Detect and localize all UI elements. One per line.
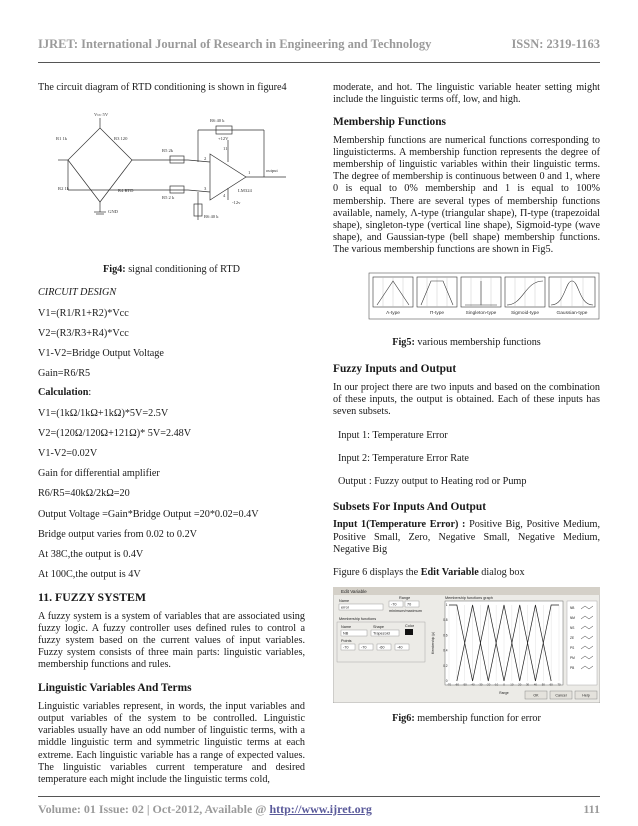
fig4-label-vcc: Vcc 5V xyxy=(94,112,109,118)
journal-title: IJRET: International Journal of Research in Engineering and Technology xyxy=(38,37,432,51)
fig5-membership-functions xyxy=(333,271,600,323)
x-tick-label: 50 xyxy=(541,682,545,687)
y-tick-label: 0.6 xyxy=(443,633,448,638)
input-1: Input 1: Temperature Error xyxy=(338,429,448,441)
linguistic-continued-paragraph: moderate, and hot. The linguistic variable heater setting might include the linguistic terms off, low, and high. xyxy=(333,82,600,106)
fig5-label-singleton: Singleton-type xyxy=(465,310,497,316)
x-tick-label: -10 xyxy=(494,682,499,687)
dialog-ok-label: OK xyxy=(533,693,539,698)
membership-functions-heading: Membership Functions xyxy=(333,116,446,129)
x-tick-label: 0 xyxy=(503,682,505,687)
formula-line: V1-V2=0.02V xyxy=(38,448,98,460)
input1-text: Positive Big, Positive Medium, Positive Small, Zero, Negative Small, Negative Medium, Negative Big xyxy=(333,519,600,555)
fig6-caption-label: Fig6: xyxy=(392,713,415,725)
fig6-caption xyxy=(333,713,600,725)
dialog-mf-label: Membership functions xyxy=(339,617,377,622)
fig4-label-v12: +12V xyxy=(218,136,229,142)
formula-list-1 xyxy=(38,308,305,381)
fuzzy-inputs-heading: Fuzzy Inputs and Output xyxy=(333,362,457,375)
fig5-caption-text: various membership functions xyxy=(414,336,541,348)
x-tick-label: 20 xyxy=(518,682,522,687)
fig5-label-pi: Π-type xyxy=(429,310,445,316)
formula-list-2 xyxy=(38,408,305,582)
x-tick-label: 40 xyxy=(533,682,537,687)
footer-link[interactable]: http://www.ijret.org xyxy=(269,802,372,816)
input-2: Input 2: Temperature Error Rate xyxy=(338,452,469,464)
formula-line: V1=(R1/R1+R2)*Vcc xyxy=(38,307,129,319)
dialog-xlabel: Range xyxy=(499,691,509,696)
legend-item: NS xyxy=(570,626,575,631)
formula-line: Bridge output varies from 0.02 to 0.2V xyxy=(38,528,198,540)
x-tick-label: 30 xyxy=(526,682,530,687)
dialog-name-value: error xyxy=(341,605,350,610)
footer-rule xyxy=(38,796,600,797)
fig6-intro-post: dialog box xyxy=(478,567,525,579)
section-heading-fuzzy-system: 11. FUZZY SYSTEM xyxy=(38,590,147,605)
legend-item: PB xyxy=(570,666,575,671)
formula-line: At 38C,the output is 0.4V xyxy=(38,549,144,561)
x-tick-label: -40 xyxy=(470,682,475,687)
dialog-cancel-label: Cancel xyxy=(555,693,567,698)
dialog-name-label: Name xyxy=(339,599,350,604)
output-line: Output : Fuzzy output to Heating rod or Pump xyxy=(338,476,527,488)
fig4-label-r4: R4 RTD xyxy=(118,188,134,194)
formula-line: Gain=R6/R5 xyxy=(38,368,91,380)
legend-item: NM xyxy=(570,616,575,621)
fig5-label-gaussian: Gaussian-type xyxy=(556,310,588,316)
dialog-range-max: 70 xyxy=(407,602,412,607)
fig4-caption-text: signal conditioning of RTD xyxy=(125,264,240,276)
dialog-shape-label: Shape xyxy=(373,625,384,630)
right-column xyxy=(333,82,600,725)
formula-line: Output Voltage =Gain*Bridge Output =20*0.02=0.4V xyxy=(38,508,259,520)
fig4-pin-2: 2 xyxy=(204,156,207,162)
fuzzy-system-paragraph: A fuzzy system is a system of variables that are associated using fuzzy logic. A fuzzy controller uses defined rules to control a fuzzy system based on the current values of input variables. Fuzzy system consists of three main parts: linguistic variables, membership functions and rules. xyxy=(38,610,305,671)
dialog-help-label: Help xyxy=(582,693,590,698)
fig4-pin-3: 3 xyxy=(204,186,207,192)
fig4-pin-1: 1 xyxy=(248,170,251,176)
fig4-label-r6b: R6 40 k xyxy=(204,214,219,220)
fig4-label-output: output xyxy=(266,168,278,174)
fig5-label-lambda: Λ-type xyxy=(386,310,400,316)
footer-text xyxy=(38,802,372,817)
dialog-minmax: minimum/maximum xyxy=(389,609,422,614)
fig4-label-r2: R2 1k xyxy=(58,186,70,192)
page-number: 111 xyxy=(583,802,600,816)
dialog-mf-name-label: Name xyxy=(341,625,352,630)
fig4-caption xyxy=(38,264,305,276)
dialog-point-4: -40 xyxy=(397,645,403,650)
fig5-label-sigmoid: Sigmoid-type xyxy=(511,310,539,316)
fig4-label-r5b: R5 2 k xyxy=(162,195,175,201)
fig5-caption-label: Fig5: xyxy=(392,336,415,348)
fig6-intro-pre: Figure 6 displays the xyxy=(333,567,421,579)
dialog-title: Edit Variable xyxy=(341,589,367,595)
y-tick-label: 0.4 xyxy=(443,648,448,653)
membership-functions-paragraph: Membership functions are numerical functions corresponding to linguisticterms. A membership function represents the degree of membership of linguistic variables within their linguistic terms. The degree of membership is continuous between 0 and 1, where 0 is equal to 0% membership and 1 is equal to 100% membership. There are several types of membership functions available, namely, Λ-type (triangular shape), Π-type (trapezoidal shape), singleton-type (vertical line shape), Sigmoid-type (wave shape), and Gaussian-type (bell shape) membership functions. The various membership functions are shown in Fig5. xyxy=(333,134,600,256)
fig4-intro: The circuit diagram of RTD conditioning is shown in figure4 xyxy=(38,82,287,93)
formula-line: V2=(120Ω/120Ω+121Ω)* 5V=2.48V xyxy=(38,427,192,439)
dialog-point-2: -70 xyxy=(361,645,367,650)
fig4-pin-11: 11 xyxy=(223,146,228,152)
fig6-caption-text: membership function for error xyxy=(414,713,541,725)
calculation-label: Calculation xyxy=(38,387,89,399)
formula-line: Gain for differential amplifier xyxy=(38,468,160,480)
circuit-design-label: CIRCUIT DESIGN xyxy=(38,287,117,299)
fig6-intro xyxy=(333,567,600,579)
legend-item: PS xyxy=(570,646,575,651)
fig4-label-lm324: LM324 xyxy=(238,188,252,194)
fig6-edit-variable-dialog xyxy=(333,587,600,703)
dialog-range-min: -70 xyxy=(391,602,397,607)
y-tick-label: 0.2 xyxy=(443,664,448,669)
legend-item: PM xyxy=(570,656,575,661)
x-tick-label: -30 xyxy=(478,682,483,687)
y-tick-label: 0 xyxy=(445,679,448,684)
fig4-label-vm12: -12v xyxy=(232,200,241,206)
y-tick-label: 1 xyxy=(445,603,448,608)
fig4-pin-4: 4 xyxy=(223,193,226,199)
issn: ISSN: 2319-1163 xyxy=(511,37,600,51)
formula-line: R6/R5=40kΩ/2kΩ=20 xyxy=(38,488,130,500)
linguistic-heading: Linguistic Variables And Terms xyxy=(38,681,192,694)
x-tick-label: -20 xyxy=(486,682,491,687)
input1-label: Input 1(Temperature Error) : xyxy=(333,519,466,531)
legend-item: ZE xyxy=(570,636,575,641)
fuzzy-inputs-paragraph: In our project there are two inputs and based on the combination of these inputs, the output is obtained. Each of these inputs has seven subsets. xyxy=(333,382,600,418)
dialog-color-label: Color xyxy=(405,624,415,629)
dialog-ylabel: Membership (µ) xyxy=(431,632,435,655)
legend-item: NB xyxy=(570,606,575,611)
formula-line: At 100C,the output is 4V xyxy=(38,569,141,581)
dialog-range-label: Range xyxy=(399,596,411,601)
x-tick-label: -70 xyxy=(446,682,452,687)
x-tick-label: -50 xyxy=(462,682,467,687)
formula-line: V1-V2=Bridge Output Voltage xyxy=(38,348,164,360)
fig4-label-r5a: R5 2k xyxy=(162,148,174,154)
fig5-caption xyxy=(333,337,600,349)
x-tick-label: 60 xyxy=(549,682,553,687)
fig4-circuit-diagram xyxy=(38,100,305,248)
x-tick-label: -60 xyxy=(454,682,459,687)
dialog-shape-value: Trapezoid xyxy=(373,631,390,636)
x-tick-label: 10 xyxy=(510,682,514,687)
header-rule xyxy=(38,62,600,63)
fig4-label-r6a: R6 40 k xyxy=(210,118,225,124)
dialog-point-3: -60 xyxy=(379,645,385,650)
formula-line: V1=(1kΩ/1kΩ+1kΩ)*5V=2.5V xyxy=(38,407,169,419)
input1-subsets xyxy=(333,519,600,556)
fig6-intro-bold: Edit Variable xyxy=(420,567,479,579)
dialog-point-1: -70 xyxy=(343,645,349,650)
page-footer xyxy=(38,802,600,818)
page-header xyxy=(38,37,600,55)
dialog-points-label: Points xyxy=(341,639,352,644)
y-tick-label: 0.8 xyxy=(443,618,448,623)
fig4-label-r3: R3 120 xyxy=(114,136,128,142)
formula-line: V2=(R3/R3+R4)*Vcc xyxy=(38,327,129,339)
calculation-heading: Calculation: xyxy=(38,387,92,399)
footer-volume: Volume: 01 Issue: 02 | Oct-2012, Available @ xyxy=(38,802,270,816)
left-column xyxy=(38,82,305,786)
linguistic-paragraph: Linguistic variables represent, in words, the input variables and output variables of the system to be controlled. Linguistic variables usually have an odd number of linguistic terms, with a middle linguistic term and symmetric linguistic terms at each extreme. Each linguistic variable has a range of expected values. The linguistic variables current temperature and desired temperature each might include the linguistic terms cold, xyxy=(38,700,305,786)
subsets-heading: Subsets For Inputs And Output xyxy=(333,501,486,514)
dialog-graph-label: Membership functions graph xyxy=(445,596,493,601)
fig4-label-r1: R1 1k xyxy=(56,136,68,142)
x-tick-label: 70 xyxy=(557,682,561,687)
dialog-mf-name-value: NB xyxy=(343,631,349,636)
fig4-label-gnd: GND xyxy=(108,209,118,215)
fig4-caption-label: Fig4: xyxy=(103,264,126,276)
